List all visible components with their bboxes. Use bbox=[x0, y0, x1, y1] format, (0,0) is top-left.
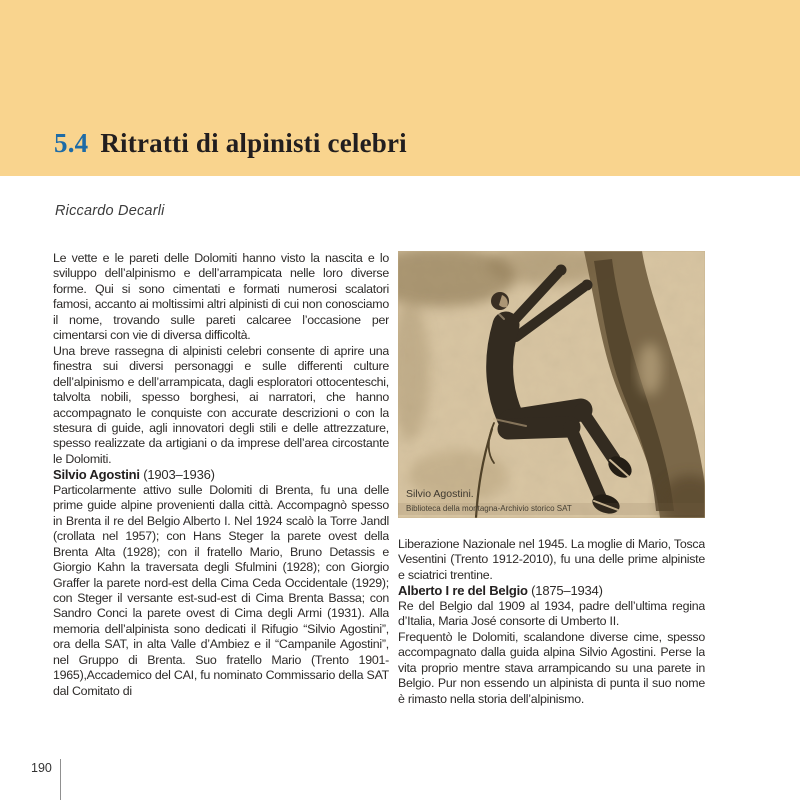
section-heading-silvio-agostini bbox=[53, 467, 389, 482]
person-years: (1875–1934) bbox=[527, 583, 603, 599]
page-number: 190 bbox=[31, 761, 52, 775]
alberto-paragraph-2: Frequentò le Dolomiti, scalandone diverse cime, spesso accompagnato dalla guida alpina Silvio Agostini. Perse la vita proprio mentre stava arrampicando su una parete in Belgio. Pur non essendo un alpinista di punta il suo nome è rimasto nella storia dell’alpinismo. bbox=[398, 629, 705, 706]
page-title bbox=[54, 128, 407, 159]
continuation-paragraph: Liberazione Nazionale nel 1945. La moglie di Mario, Tosca Vesentini (Trento 1912-2010), fu una delle prime alpiniste e sciatrici trentine. bbox=[398, 537, 705, 582]
intro-paragraph-1: Le vette e le pareti delle Dolomiti hanno visto la nascita e lo sviluppo dell’alpinismo e dell’arrampicata nelle loro diverse forme. Qui si sono cimentati e formati numerosi scalatori famosi, accanto ai moltissimi altri alpinisti di cui non conosciamo il nome, trovando sulle pareti calcaree l’occasione per cimentarsi con vie di diversa difficoltà. bbox=[53, 251, 389, 343]
silvio-agostini-paragraph: Particolarmente attivo sulle Dolomiti di Brenta, fu una delle prime guide alpine provenienti dalla città. Accompagnò spesso in Brenta il re del Belgio Alberto I. Nel 1924 scalò la Torre Jandl (crollata nel 1957); con Hans Steger la parete ovest della Brenta Alta (1928); con il fratello Mario, Bruno Detassis e Giorgio Kahn la traversata degli Sfulmini (1928); con Giorgio Graffer la parete nord-est della Cima Ceda Occidentale (1929); con Steger il versante est-sud-est di Cima Brenta Bassa; con Sandro Conci la parete ovest di Cima degli Armi (1931). Alla memoria dell’alpinista sono dedicati il Rifugio “Silvio Agostini”, ora della SAT, in alta Valle d’Ambiez e il “Campanile Agostini”, nel Gruppo di Brenta. Suo fratello Mario (Trento 1901-1965),Accademico del CAI, fu nominato Commissario della SAT dal Comitato di bbox=[53, 482, 389, 698]
person-name: Silvio Agostini bbox=[53, 467, 140, 483]
photo-caption: Silvio Agostini. bbox=[406, 488, 474, 500]
climber-photo-illustration bbox=[398, 251, 705, 518]
section-title: Ritratti di alpinisti celebri bbox=[100, 128, 407, 158]
author-byline: Riccardo Decarli bbox=[55, 203, 165, 219]
section-number: 5.4 bbox=[54, 128, 89, 158]
footer-rule bbox=[60, 759, 61, 800]
person-years: (1903–1936) bbox=[139, 467, 215, 483]
person-name: Alberto I re del Belgio bbox=[398, 583, 528, 599]
left-text-column bbox=[53, 251, 389, 747]
climber-photo bbox=[398, 251, 705, 518]
intro-paragraph-2: Una breve rassegna di alpinisti celebri consente di aprire una finestra sui diversi personaggi e sulle differenti culture dell’alpinismo e dell’arrampicata, dagli esploratori ottocenteschi, talvolta nobili, spesso borghesi, ai narratori, che hanno accompagnato le conquiste con accurate descrizioni o con la stesura di guide, agli innovatori degli stili e delle attrezzature, spesso realizzate da artigiani o da imprese dell’area circostante le Dolomiti. bbox=[53, 343, 389, 466]
alberto-paragraph-1: Re del Belgio dal 1909 al 1934, padre dell’ultima regina d’Italia, Maria José consorte di Umberto II. bbox=[398, 598, 705, 629]
right-text-column bbox=[398, 251, 705, 743]
section-heading-alberto-i bbox=[398, 583, 705, 598]
photo-credit: Biblioteca della montagna-Archivio storico SAT bbox=[398, 503, 705, 515]
